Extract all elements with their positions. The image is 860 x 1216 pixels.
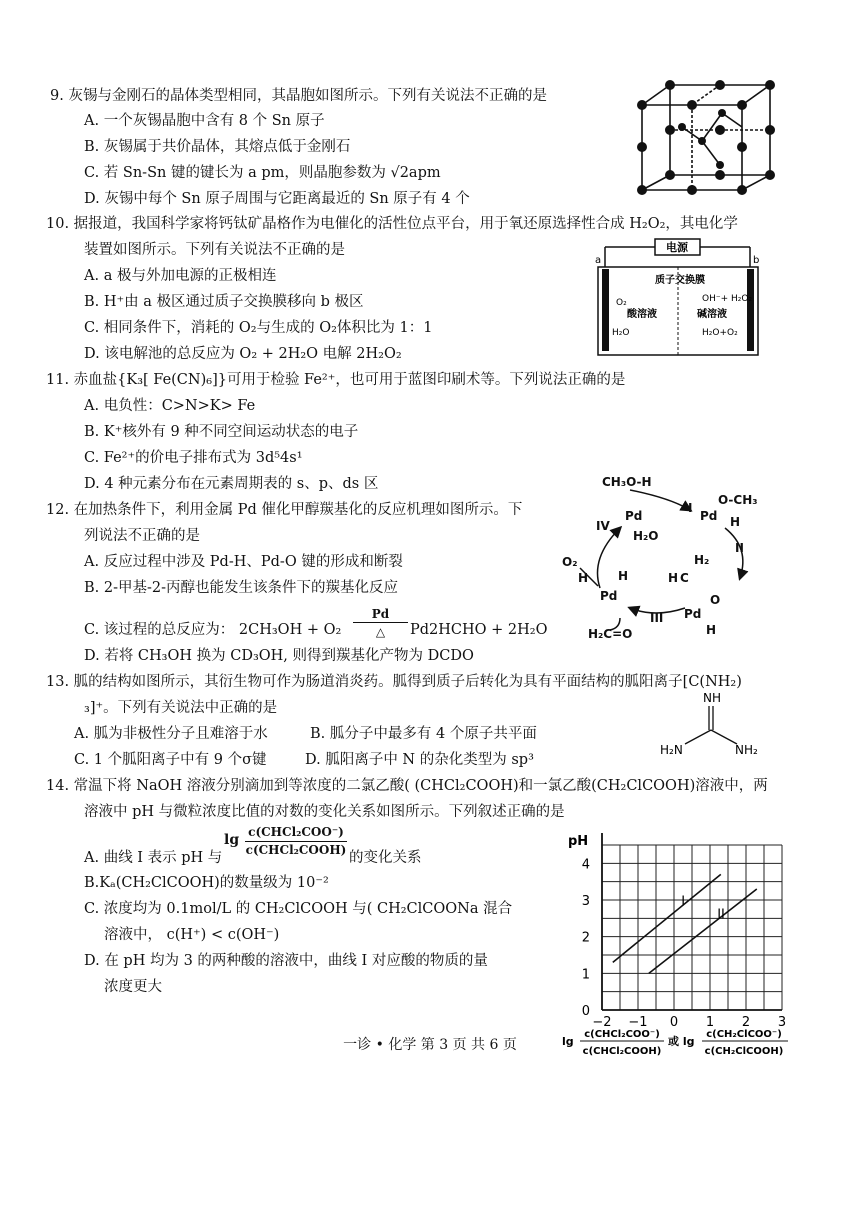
catalytic-cycle-figure bbox=[560, 468, 795, 643]
x-label-lg: lg bbox=[562, 1035, 574, 1048]
q14-option-c-line1: C. 浓度均为 0.1mol/L 的 CH₂ClCOOH 与( CH₂ClCOONa 混合 bbox=[84, 901, 513, 917]
step-ii-label: II bbox=[735, 541, 744, 555]
q14-stem: 14. 常温下将 NaOH 溶液分别滴加到等浓度的二氯乙酸( (CHCl₂COOH)和一氯乙酸(CH₂ClCOOH)溶液中，两 bbox=[46, 778, 768, 794]
nh2-label: NH₂ bbox=[735, 743, 758, 757]
y-tick-label: 4 bbox=[581, 857, 590, 873]
q14-option-a-suffix: 的变化关系 bbox=[349, 850, 422, 866]
x-tick-label: 2 bbox=[741, 1015, 751, 1030]
electrolysis-figure bbox=[590, 235, 760, 360]
q10-stem-cont: 装置如图所示。下列有关说法不正确的是 bbox=[84, 242, 345, 258]
q13-option-b: B. 胍分子中最多有 4 个原子共平面 bbox=[310, 726, 537, 742]
h-left: H bbox=[578, 571, 589, 585]
water-label: H₂O bbox=[633, 529, 659, 543]
y-tick-label: 2 bbox=[581, 930, 590, 946]
pd-right: Pd bbox=[684, 607, 702, 621]
step-iv-label: IV bbox=[596, 519, 610, 533]
och3-label: O-CH₃ bbox=[718, 493, 758, 507]
x-label-num-1: c(CHCl₂COO⁻) bbox=[584, 1029, 660, 1040]
q12-option-c: C. 该过程的总反应为： 2CH₃OH + O₂ bbox=[84, 622, 342, 638]
pd-i: Pd bbox=[700, 509, 718, 523]
q14-option-a-numerator: c(CHCl₂COO⁻) bbox=[245, 824, 347, 842]
step-iii-label: III bbox=[650, 611, 664, 625]
equation-heat: △ bbox=[375, 625, 386, 639]
left-top-label: O₂ bbox=[616, 298, 627, 308]
x-tick-label: −1 bbox=[628, 1015, 648, 1030]
electrode-a-label: a bbox=[595, 255, 602, 266]
pd-iv: Pd bbox=[625, 509, 643, 523]
left-bottom-label: H₂O bbox=[612, 328, 630, 338]
page-footer: 一诊 • 化学 第 3 页 共 6 页 bbox=[343, 1037, 517, 1053]
y-tick-label: 3 bbox=[581, 894, 590, 909]
x-tick-label: −2 bbox=[592, 1015, 612, 1030]
h-pd-right: H bbox=[706, 623, 717, 637]
q13-option-a: A. 胍为非极性分子且难溶于水 bbox=[74, 726, 268, 742]
y-tick-label: 0 bbox=[581, 1004, 590, 1019]
series-label-I: I bbox=[681, 894, 686, 910]
x-label-or-lg: 或 lg bbox=[668, 1035, 695, 1048]
membrane-label: 质子交换膜 bbox=[655, 275, 705, 286]
q12-stem-cont: 列说法不正确的是 bbox=[84, 528, 200, 544]
q14-option-a-prefix: A. 曲线 I 表示 pH 与 bbox=[84, 850, 223, 866]
methanol-label: CH₃O-H bbox=[602, 475, 652, 489]
q14-option-c-line2: 溶液中， c(H⁺) < c(OH⁻) bbox=[104, 927, 280, 943]
q14-option-b: B.Kₐ(CH₂ClCOOH)的数量级为 10⁻² bbox=[84, 875, 329, 891]
q13-stem: 13. 胍的结构如图所示，其衍生物可作为肠道消炎药。胍得到质子后转化为具有平面结构的胍阳离子[C(NH₂) bbox=[46, 674, 742, 690]
q14-option-d-line2: 浓度更大 bbox=[104, 979, 162, 995]
h-left-top: H bbox=[618, 569, 629, 583]
q9-option-d: D. 灰锡中每个 Sn 原子周围与它距离最近的 Sn 原子有 4 个 bbox=[84, 191, 470, 207]
q12-stem: 12. 在加热条件下，利用金属 Pd 催化甲醇羰基化的反应机理如图所示。下 bbox=[46, 502, 523, 518]
q9-option-a: A. 一个灰锡晶胞中含有 8 个 Sn 原子 bbox=[84, 113, 325, 129]
nh-label: NH bbox=[703, 691, 721, 705]
q10-option-c: C. 相同条件下，消耗的 O₂与生成的 O₂体积比为 1：1 bbox=[84, 320, 433, 336]
y-axis-label: pH bbox=[568, 834, 589, 849]
q11-option-c: C. Fe²⁺的价电子排布式为 3d⁵4s¹ bbox=[84, 450, 303, 466]
pd-left: Pd bbox=[600, 589, 618, 603]
x-label-num-2: c(CH₂ClCOO⁻) bbox=[706, 1029, 782, 1040]
q11-stem: 11. 赤血盐{K₃[ Fe(CN)₆]}可用于检验 Fe²⁺，也可用于蓝图印刷术等。下列说法正确的是 bbox=[46, 372, 626, 388]
q13-stem-cont: ₃]⁺。下列有关说法中正确的是 bbox=[84, 700, 278, 716]
electrode-b-label: b bbox=[753, 255, 760, 266]
q11-option-b: B. K⁺核外有 9 种不同空间运动状态的电子 bbox=[84, 424, 359, 440]
h2-label: H₂ bbox=[694, 553, 710, 567]
c-label: C bbox=[680, 571, 689, 585]
q10-option-b: B. H⁺由 a 极区通过质子交换膜移向 b 极区 bbox=[84, 294, 364, 310]
right-bottom-label: H₂O+O₂ bbox=[702, 328, 738, 338]
q9-option-b: B. 灰锡属于共价晶体，其熔点低于金刚石 bbox=[84, 139, 351, 155]
y-tick-label: 1 bbox=[581, 967, 590, 983]
q13-option-c: C. 1 个胍阳离子中有 9 个σ键 bbox=[74, 752, 267, 768]
h-i: H bbox=[730, 515, 741, 529]
crystal-cell-figure bbox=[630, 75, 790, 200]
q14-option-a-lg: lg bbox=[224, 832, 240, 848]
x-label-den-1: c(CHCl₂COOH) bbox=[582, 1046, 662, 1057]
x-tick-label: 1 bbox=[705, 1015, 715, 1030]
q11-option-a: A. 电负性：C>N>K> Fe bbox=[84, 398, 256, 414]
h-ch2: H bbox=[668, 571, 679, 585]
q10-stem: 10. 据报道，我国科学家将钙钛矿晶格作为电催化的活性位点平台，用于氧还原选择性合成 H₂O₂，其电化学 bbox=[46, 216, 738, 232]
o-label: O bbox=[710, 593, 721, 607]
x-label-den-2: c(CH₂ClCOOH) bbox=[704, 1046, 784, 1057]
series-line-II bbox=[649, 889, 757, 973]
hcho-label: H₂C=O bbox=[588, 627, 633, 641]
guanidine-figure bbox=[655, 688, 765, 763]
x-tick-label: 3 bbox=[777, 1015, 787, 1030]
q14-stem-cont: 溶液中 pH 与微粒浓度比值的对数的变化关系如图所示。下列叙述正确的是 bbox=[84, 804, 565, 820]
power-label: 电源 bbox=[666, 241, 688, 254]
q13-option-d: D. 胍阳离子中 N 的杂化类型为 sp³ bbox=[305, 752, 534, 768]
step-i-label: I bbox=[688, 501, 693, 515]
q12-option-b: B. 2-甲基-2-丙醇也能发生该条件下的羰基化反应 bbox=[84, 580, 399, 596]
equation-catalyst: Pd bbox=[371, 607, 390, 621]
q9-option-c: C. 若 Sn-Sn 键的键长为 a pm，则晶胞参数为 √2apm bbox=[84, 165, 441, 181]
q11-option-d: D. 4 种元素分布在元素周期表的 s、p、ds 区 bbox=[84, 476, 379, 492]
x-tick-label: 0 bbox=[669, 1015, 679, 1030]
o2-label: O₂ bbox=[562, 555, 578, 569]
equation-products: Pd2HCHO + 2H₂O bbox=[410, 622, 548, 638]
series-label-II: II bbox=[717, 907, 725, 923]
base-label: 碱溶液 bbox=[697, 309, 727, 320]
ph-chart bbox=[560, 825, 792, 1065]
q12-option-d: D. 若将 CH₃OH 换为 CD₃OH, 则得到羰基化产物为 DCDO bbox=[84, 648, 474, 664]
q14-option-a-denominator: c(CHCl₂COOH) bbox=[245, 843, 347, 857]
q12-option-a: A. 反应过程中涉及 Pd-H、Pd-O 键的形成和断裂 bbox=[84, 554, 403, 570]
q10-option-a: A. a 极与外加电源的正极相连 bbox=[84, 268, 277, 284]
right-top-label: OH⁻+ H₂O₂ bbox=[702, 294, 753, 304]
q9-stem: 9. 灰锡与金刚石的晶体类型相同，其晶胞如图所示。下列有关说法不正确的是 bbox=[50, 88, 547, 104]
acid-label: 酸溶液 bbox=[627, 309, 657, 320]
q14-option-d-line1: D. 在 pH 均为 3 的两种酸的溶液中，曲线 I 对应酸的物质的量 bbox=[84, 953, 488, 969]
q10-option-d: D. 该电解池的总反应为 O₂ + 2H₂O 电解 2H₂O₂ bbox=[84, 346, 402, 362]
h2n-label: H₂N bbox=[660, 743, 683, 757]
